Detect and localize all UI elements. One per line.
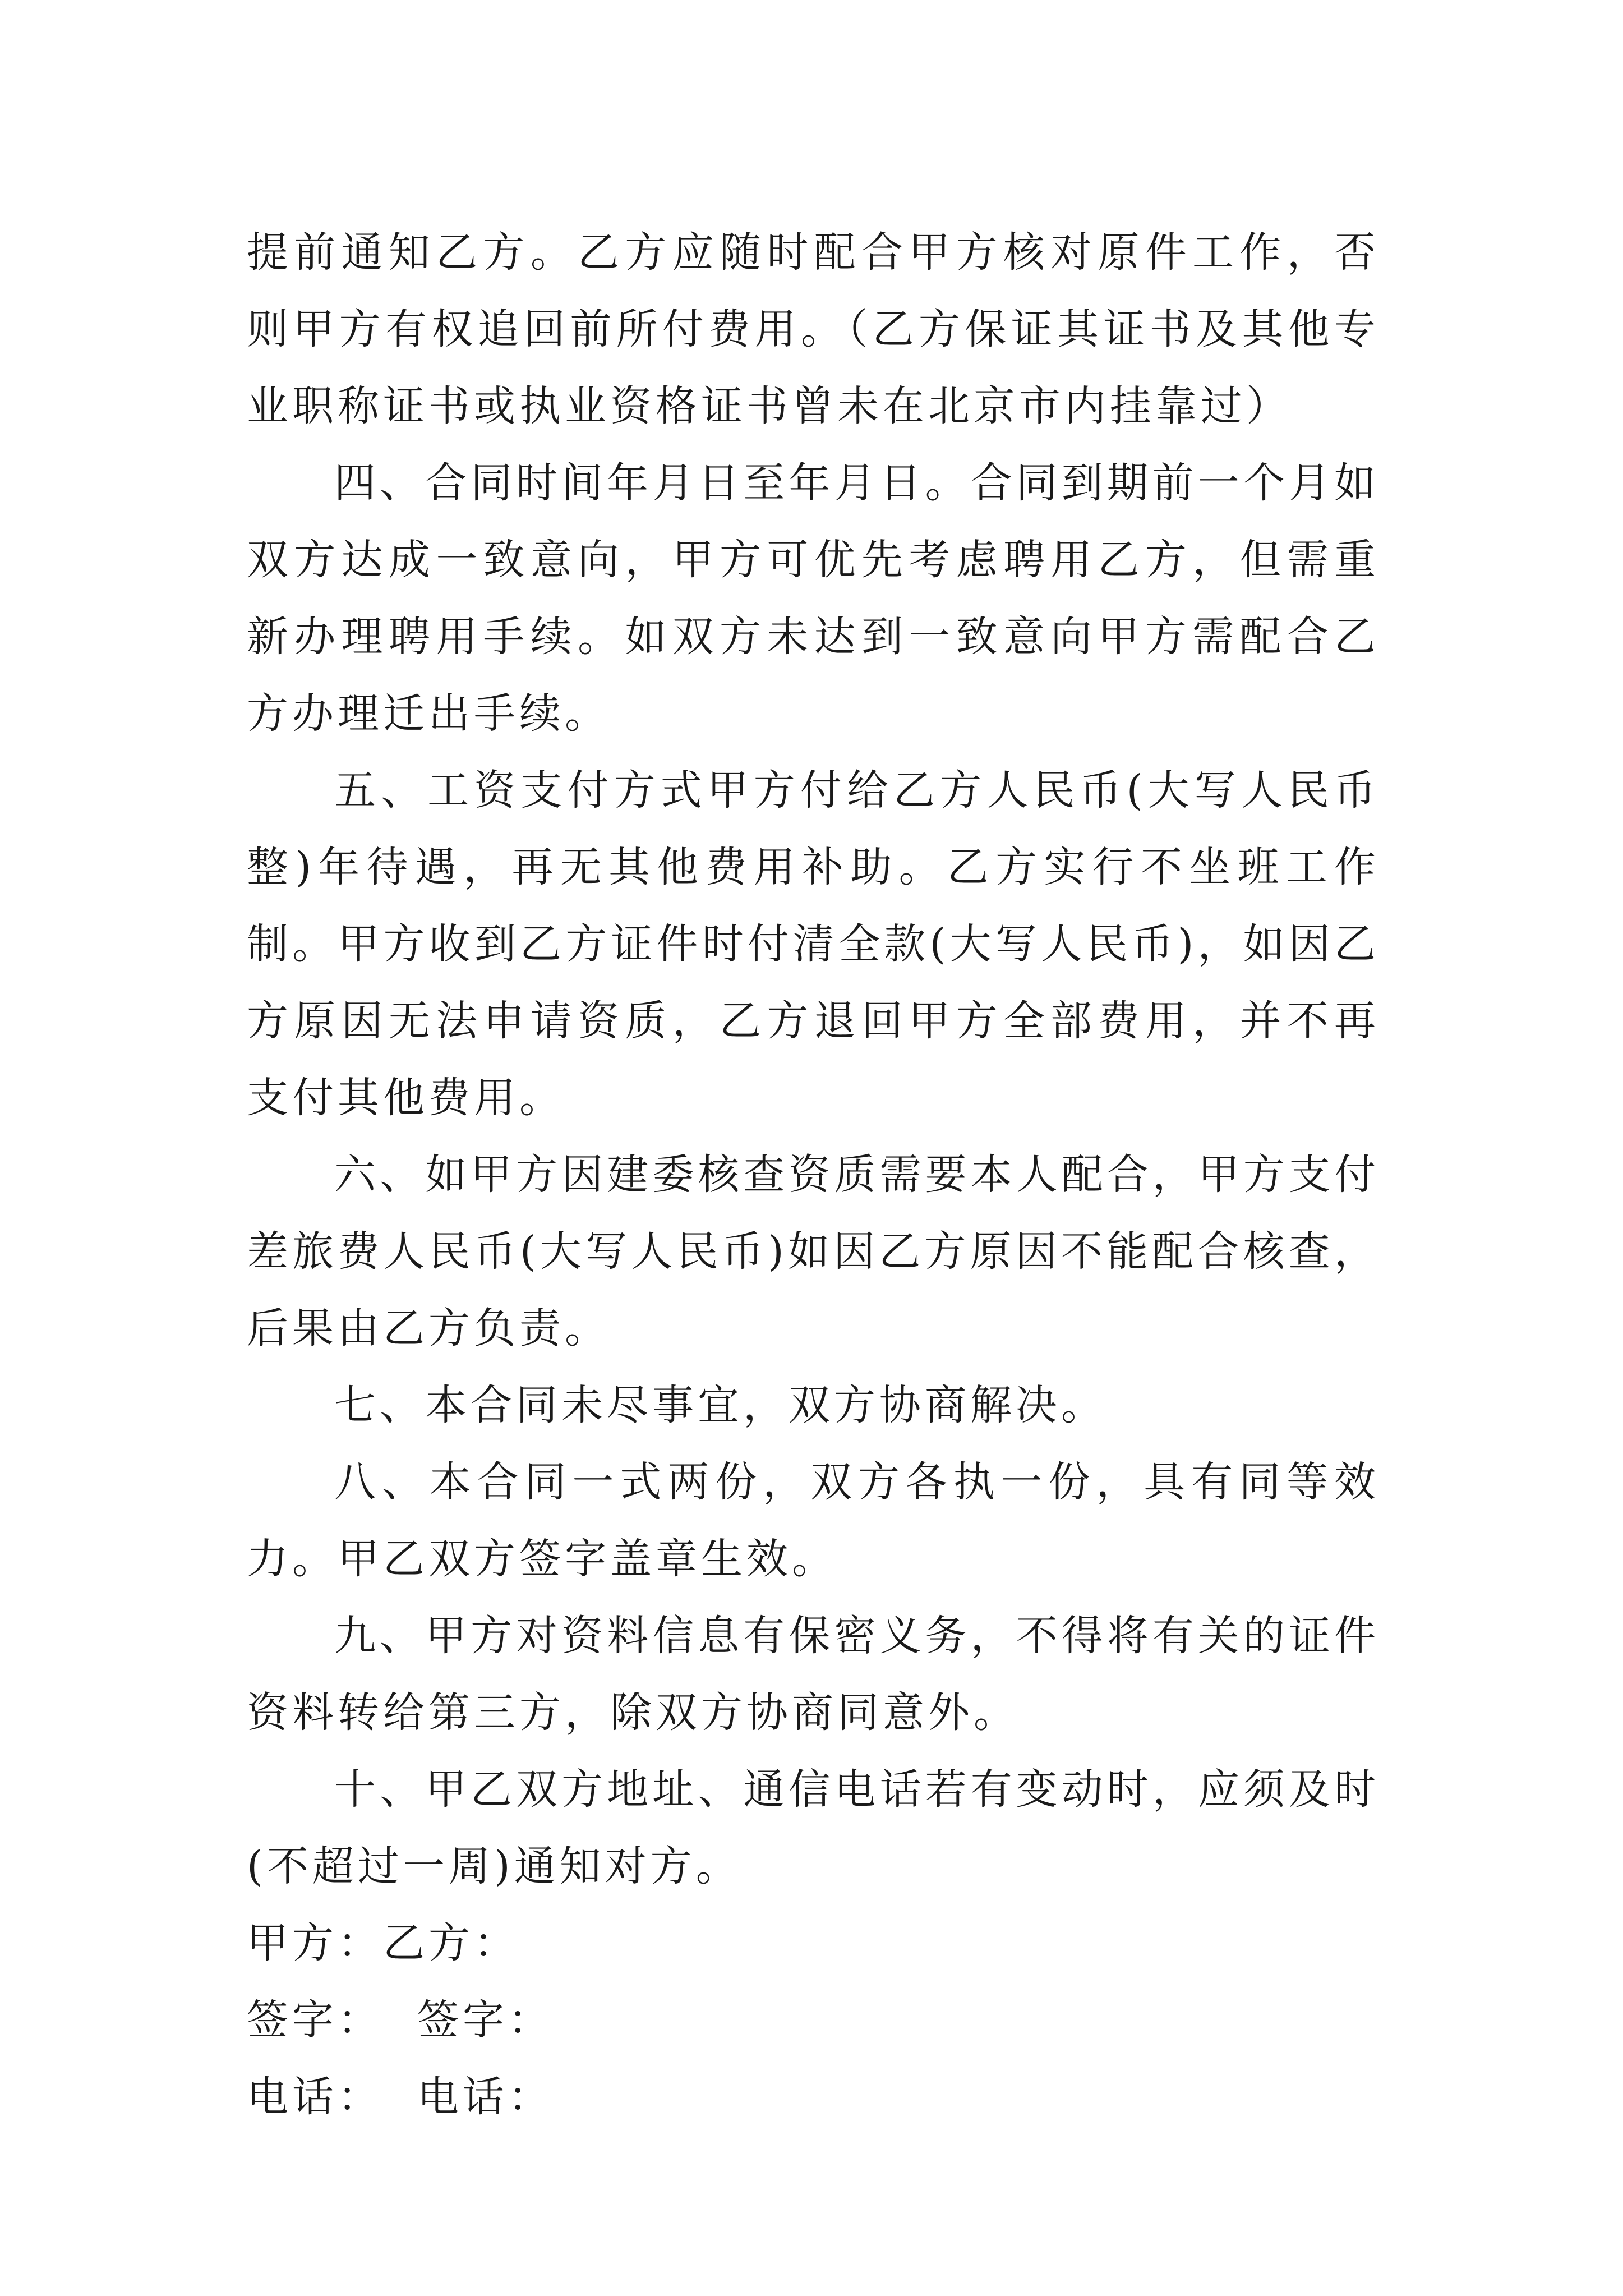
paragraph-continued: 提前通知乙方。乙方应随时配合甲方核对原件工作，否则甲方有权追回前所付费用。（乙方保证其证书及其他专业职称证书或执业资格证书曾未在北京市内挂靠过） bbox=[247, 228, 1380, 430]
signature-phone-line: 电话： 电话： bbox=[247, 2073, 554, 2121]
paragraph-section-4: 四、合同时间年月日至年月日。合同到期前一个月如双方达成一致意向，甲方可优先考虑聘用乙方，但需重新办理聘用手续。如双方未达到一致意向甲方需配合乙方办理迁出手续。 bbox=[247, 459, 1380, 738]
paragraph-section-8: 八、本合同一式两份，双方各执一份，具有同等效力。甲乙双方签字盖章生效。 bbox=[247, 1458, 1380, 1583]
paragraph-section-9: 九、甲方对资料信息有保密义务，不得将有关的证件资料转给第三方，除双方协商同意外。 bbox=[247, 1612, 1380, 1737]
paragraph-section-7: 七、本合同未尽事宜，双方协商解决。 bbox=[334, 1381, 1106, 1429]
paragraph-section-10: 十、甲乙双方地址、通信电话若有变动时，应须及时(不超过一周)通知对方。 bbox=[247, 1765, 1380, 1890]
signature-parties-line: 甲方：乙方： bbox=[247, 1919, 519, 1967]
signature-sign-line: 签字： 签字： bbox=[247, 1996, 554, 2044]
document-body bbox=[247, 214, 1380, 2136]
paragraph-section-6: 六、如甲方因建委核查资质需要本人配合，甲方支付差旅费人民币(大写人民币)如因乙方原因不能配合核查，后果由乙方负责。 bbox=[247, 1151, 1380, 1352]
paragraph-section-5: 五、工资支付方式甲方付给乙方人民币(大写人民币整)年待遇，再无其他费用补助。乙方实行不坐班工作制。甲方收到乙方证件时付清全款(大写人民币)，如因乙方原因无法申请资质，乙方退回甲方全部费用，并不再支付其他费用。 bbox=[247, 766, 1380, 1122]
